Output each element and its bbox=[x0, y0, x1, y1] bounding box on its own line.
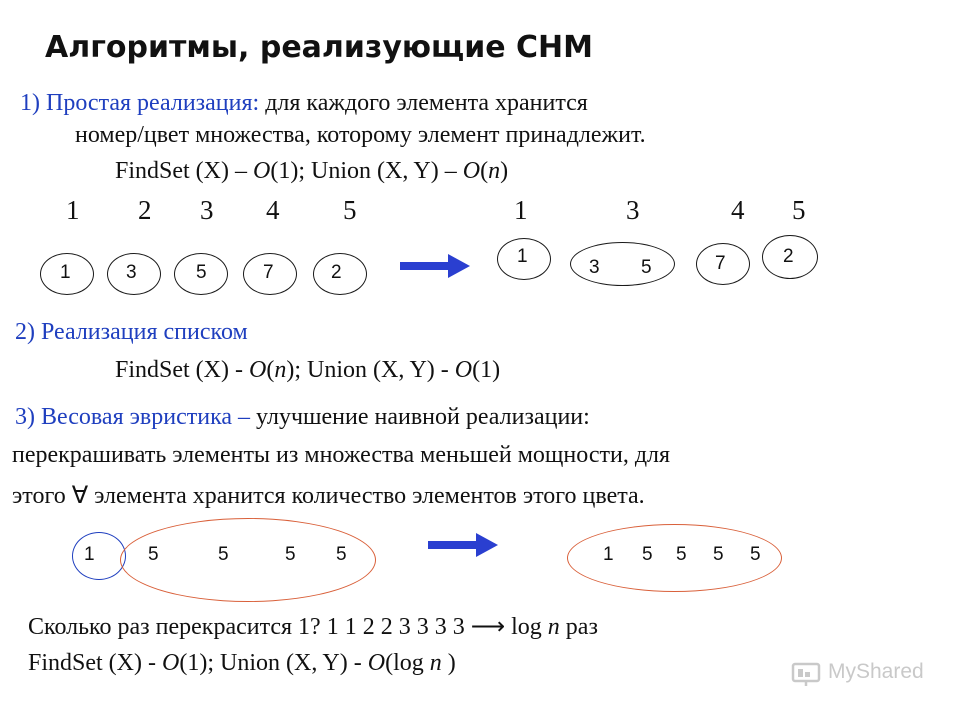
complexity-part: O bbox=[367, 650, 386, 676]
section3-text-line2: перекрашивать элементы из множества меньшей мощности, для bbox=[12, 442, 671, 468]
index-label: 3 bbox=[626, 195, 640, 225]
circle-value: 2 bbox=[331, 262, 342, 283]
arrow-right-icon bbox=[428, 530, 500, 560]
watermark-text: MyShared bbox=[828, 660, 924, 683]
section1-text-line1: для каждого элемента хранится bbox=[259, 90, 588, 116]
circle-value: 5 bbox=[148, 544, 159, 565]
circle-value: 1 bbox=[517, 246, 528, 267]
circle-value: 1 bbox=[603, 544, 614, 565]
complexity-part: ( bbox=[266, 357, 275, 383]
complexity-part: n bbox=[274, 357, 287, 383]
question-part: Сколько раз перекрасится 1? 1 1 2 2 3 3 3 3 ⟶ log bbox=[28, 614, 548, 640]
complexity-part: n bbox=[429, 650, 442, 676]
complexity-part: O bbox=[462, 158, 481, 184]
section1-complexity bbox=[115, 158, 508, 185]
circle-value: 5 bbox=[642, 544, 653, 565]
circle-value: 5 bbox=[713, 544, 724, 565]
complexity-part: ) bbox=[500, 158, 509, 184]
question-part: раз bbox=[559, 614, 598, 640]
index-label: 5 bbox=[792, 195, 806, 225]
complexity-part: (1) bbox=[472, 357, 501, 383]
complexity-part: ) bbox=[441, 650, 456, 676]
circle-value: 2 bbox=[783, 246, 794, 267]
index-label: 4 bbox=[266, 195, 280, 225]
section2-complexity bbox=[115, 357, 500, 384]
complexity-part: n bbox=[488, 158, 501, 184]
set-circle bbox=[72, 532, 126, 580]
circle-value: 7 bbox=[715, 253, 726, 274]
question-line2 bbox=[28, 650, 456, 677]
section1-label: 1) Простая реализация: bbox=[20, 90, 260, 116]
arrow-right-icon bbox=[400, 251, 472, 281]
section1-line1 bbox=[20, 90, 588, 117]
complexity-part: O bbox=[253, 158, 271, 184]
complexity-part: O bbox=[249, 357, 267, 383]
section3-line1 bbox=[15, 404, 590, 431]
circle-value: 5 bbox=[336, 544, 347, 565]
page-title: Алгоритмы, реализующие СНМ bbox=[45, 30, 594, 65]
index-label: 4 bbox=[731, 195, 745, 225]
complexity-part: FindSet (X) – bbox=[115, 158, 253, 184]
section3-text-line1: улучшение наивной реализации: bbox=[256, 404, 590, 430]
circle-value: 5 bbox=[218, 544, 229, 565]
complexity-part: (1); Union (X, Y) - bbox=[179, 650, 368, 676]
circle-value: 5 bbox=[676, 544, 687, 565]
complexity-part: ); Union (X, Y) - bbox=[286, 357, 455, 383]
complexity-part: FindSet (X) - bbox=[28, 650, 162, 676]
complexity-part: FindSet (X) - bbox=[115, 357, 249, 383]
section2-label: 2) Реализация списком bbox=[15, 319, 248, 345]
circle-value: 5 bbox=[750, 544, 761, 565]
circle-value: 7 bbox=[263, 262, 274, 283]
complexity-part: O bbox=[454, 357, 473, 383]
complexity-part: O bbox=[162, 650, 180, 676]
index-label: 3 bbox=[200, 195, 214, 225]
index-label: 1 bbox=[514, 195, 528, 225]
set-ellipse bbox=[570, 242, 675, 286]
question-part: n bbox=[547, 614, 560, 640]
circle-value: 3 bbox=[589, 257, 600, 278]
index-label: 5 bbox=[343, 195, 357, 225]
complexity-part: ( bbox=[480, 158, 489, 184]
index-label: 1 bbox=[66, 195, 80, 225]
complexity-part: (log bbox=[385, 650, 430, 676]
circle-value: 1 bbox=[84, 544, 95, 565]
watermark bbox=[790, 660, 924, 688]
index-label: 2 bbox=[138, 195, 152, 225]
presentation-icon bbox=[790, 660, 824, 688]
section3-label: 3) Весовая эвристика – bbox=[15, 404, 257, 430]
circle-value: 5 bbox=[641, 257, 652, 278]
section3-text-line3: этого ∀ элемента хранится количество элементов этого цвета. bbox=[12, 483, 645, 509]
circle-value: 3 bbox=[126, 262, 137, 283]
circle-value: 5 bbox=[196, 262, 207, 283]
section1-text-line2: номер/цвет множества, которому элемент принадлежит. bbox=[75, 122, 646, 148]
circle-value: 5 bbox=[285, 544, 296, 565]
circle-value: 1 bbox=[60, 262, 71, 283]
question-line1 bbox=[28, 612, 598, 641]
complexity-part: (1); Union (X, Y) – bbox=[270, 158, 463, 184]
